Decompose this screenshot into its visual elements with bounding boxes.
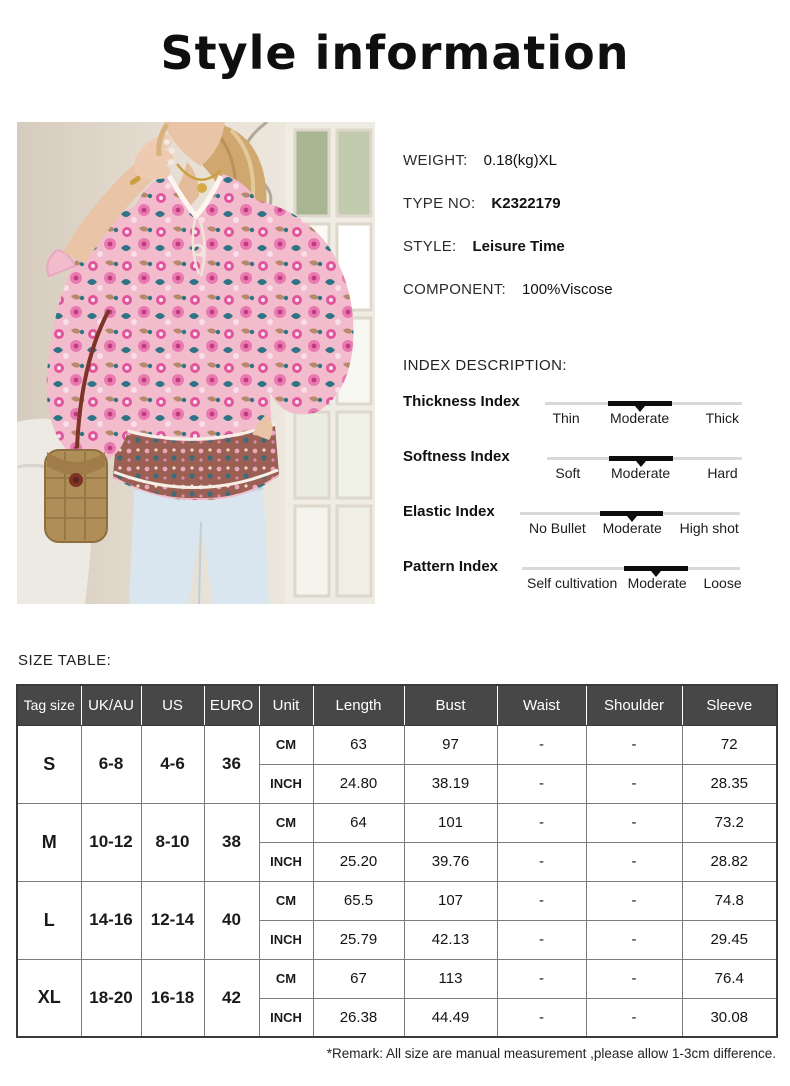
cell-shoulder-m-inch: - xyxy=(586,842,682,881)
col-sleeve: Sleeve xyxy=(682,685,777,725)
tick-no-bullet: No Bullet xyxy=(528,520,586,536)
tick-high-shot: High shot xyxy=(679,520,739,536)
cell-sleeve-xl-inch: 30.08 xyxy=(682,998,777,1037)
cell-waist-s-cm: - xyxy=(497,725,586,764)
cell-waist-xl-cm: - xyxy=(497,959,586,998)
page-title: Style information xyxy=(160,26,630,80)
col-length: Length xyxy=(313,685,404,725)
index-pattern-scale xyxy=(522,558,740,598)
cell-sleeve-xl-cm: 76.4 xyxy=(682,959,777,998)
cell-length-xl-cm: 67 xyxy=(313,959,404,998)
cell-bust-xl-inch: 44.49 xyxy=(404,998,497,1037)
cell-sleeve-l-inch: 29.45 xyxy=(682,920,777,959)
index-row-elastic xyxy=(403,503,778,553)
size-table xyxy=(16,684,778,1038)
col-waist: Waist xyxy=(497,685,586,725)
cell-waist-xl-inch: - xyxy=(497,998,586,1037)
detail-type-no xyxy=(403,195,778,215)
scale-selected-segment xyxy=(609,456,672,461)
cell-euro-m: 38 xyxy=(204,803,259,881)
cell-unit-cm: CM xyxy=(259,881,313,920)
cell-shoulder-m-cm: - xyxy=(586,803,682,842)
cell-waist-m-cm: - xyxy=(497,803,586,842)
cell-bust-m-cm: 101 xyxy=(404,803,497,842)
cell-bust-m-inch: 39.76 xyxy=(404,842,497,881)
index-elastic-label: Elastic Index xyxy=(403,503,495,520)
cell-sleeve-s-cm: 72 xyxy=(682,725,777,764)
cell-shoulder-s-inch: - xyxy=(586,764,682,803)
tick-thin: Thin xyxy=(552,410,580,426)
cell-shoulder-l-inch: - xyxy=(586,920,682,959)
detail-weight-label: WEIGHT: xyxy=(403,152,468,169)
col-unit: Unit xyxy=(259,685,313,725)
cell-unit-cm: CM xyxy=(259,803,313,842)
cell-us-l: 12-14 xyxy=(141,881,204,959)
cell-bust-xl-cm: 113 xyxy=(404,959,497,998)
tick-hard: Hard xyxy=(707,465,738,481)
scale-selected-segment xyxy=(600,511,663,516)
col-euro: EURO xyxy=(204,685,259,725)
cell-length-l-cm: 65.5 xyxy=(313,881,404,920)
cell-length-s-inch: 24.80 xyxy=(313,764,404,803)
cell-us-s: 4-6 xyxy=(141,725,204,803)
tick-thick: Thick xyxy=(705,410,740,426)
cell-bust-s-inch: 38.19 xyxy=(404,764,497,803)
tick-moderate: Moderate xyxy=(627,575,687,591)
product-photo-illustration xyxy=(17,122,375,604)
cell-sleeve-l-cm: 74.8 xyxy=(682,881,777,920)
cell-ukau-xl: 18-20 xyxy=(81,959,141,1037)
index-row-thickness xyxy=(403,393,778,443)
cell-length-s-cm: 63 xyxy=(313,725,404,764)
detail-component-value: 100%Viscose xyxy=(522,281,613,298)
cell-length-m-inch: 25.20 xyxy=(313,842,404,881)
detail-weight xyxy=(403,152,778,172)
index-elastic-scale xyxy=(520,503,740,543)
tick-loose: Loose xyxy=(703,575,742,591)
tick-moderate: Moderate xyxy=(611,465,671,481)
index-thickness-scale xyxy=(545,393,742,433)
table-row-s-cm xyxy=(17,725,777,764)
detail-type-no-label: TYPE NO: xyxy=(403,195,476,212)
table-row-xl-cm xyxy=(17,959,777,998)
index-row-softness xyxy=(403,448,778,498)
tick-moderate: Moderate xyxy=(602,520,662,536)
detail-style-label: STYLE: xyxy=(403,238,457,255)
cell-shoulder-xl-inch: - xyxy=(586,998,682,1037)
product-photo xyxy=(17,122,375,604)
cell-waist-m-inch: - xyxy=(497,842,586,881)
cell-ukau-s: 6-8 xyxy=(81,725,141,803)
cell-euro-s: 36 xyxy=(204,725,259,803)
cell-waist-l-inch: - xyxy=(497,920,586,959)
size-table-heading: SIZE TABLE: xyxy=(18,652,112,669)
cell-euro-xl: 42 xyxy=(204,959,259,1037)
cell-us-xl: 16-18 xyxy=(141,959,204,1037)
cell-sleeve-s-inch: 28.35 xyxy=(682,764,777,803)
detail-component xyxy=(403,281,778,301)
cell-ukau-m: 10-12 xyxy=(81,803,141,881)
cell-tag-m: M xyxy=(17,803,81,881)
size-table-header-row xyxy=(17,685,777,725)
index-row-pattern xyxy=(403,558,778,608)
cell-length-l-inch: 25.79 xyxy=(313,920,404,959)
cell-us-m: 8-10 xyxy=(141,803,204,881)
col-bust: Bust xyxy=(404,685,497,725)
cell-sleeve-m-cm: 73.2 xyxy=(682,803,777,842)
cell-unit-cm: CM xyxy=(259,725,313,764)
detail-type-no-value: K2322179 xyxy=(491,195,561,212)
detail-style xyxy=(403,238,778,258)
table-row-m-cm xyxy=(17,803,777,842)
tick-moderate: Moderate xyxy=(609,410,670,426)
cell-shoulder-s-cm: - xyxy=(586,725,682,764)
index-softness-label: Softness Index xyxy=(403,448,510,465)
cell-tag-l: L xyxy=(17,881,81,959)
col-shoulder: Shoulder xyxy=(586,685,682,725)
detail-style-value: Leisure Time xyxy=(472,238,565,255)
col-tag-size: Tag size xyxy=(17,685,81,725)
index-thickness-label: Thickness Index xyxy=(403,393,520,410)
cell-length-m-cm: 64 xyxy=(313,803,404,842)
product-info-panel xyxy=(403,152,778,612)
tick-soft: Soft xyxy=(555,465,581,481)
cell-waist-l-cm: - xyxy=(497,881,586,920)
scale-selected-segment xyxy=(608,401,672,406)
index-description-heading: INDEX DESCRIPTION: xyxy=(403,357,567,374)
cell-bust-l-cm: 107 xyxy=(404,881,497,920)
cell-unit-inch: INCH xyxy=(259,920,313,959)
cell-unit-inch: INCH xyxy=(259,998,313,1037)
cell-tag-xl: XL xyxy=(17,959,81,1037)
cell-euro-l: 40 xyxy=(204,881,259,959)
cell-sleeve-m-inch: 28.82 xyxy=(682,842,777,881)
col-uk-au: UK/AU xyxy=(81,685,141,725)
cell-unit-cm: CM xyxy=(259,959,313,998)
detail-weight-value: 0.18(kg)XL xyxy=(483,152,557,169)
index-pattern-label: Pattern Index xyxy=(403,558,499,575)
cell-shoulder-xl-cm: - xyxy=(586,959,682,998)
cell-waist-s-inch: - xyxy=(497,764,586,803)
scale-selected-segment xyxy=(624,566,687,571)
cell-ukau-l: 14-16 xyxy=(81,881,141,959)
col-us: US xyxy=(141,685,204,725)
cell-tag-s: S xyxy=(17,725,81,803)
cell-bust-s-cm: 97 xyxy=(404,725,497,764)
detail-component-label: COMPONENT: xyxy=(403,281,507,298)
cell-bust-l-inch: 42.13 xyxy=(404,920,497,959)
table-row-l-cm xyxy=(17,881,777,920)
size-remark: *Remark: All size are manual measurement ,please allow 1-3cm difference. xyxy=(326,1046,776,1061)
cell-unit-inch: INCH xyxy=(259,842,313,881)
index-softness-scale xyxy=(547,448,742,488)
cell-unit-inch: INCH xyxy=(259,764,313,803)
cell-shoulder-l-cm: - xyxy=(586,881,682,920)
tick-self-cultivation: Self cultivation xyxy=(526,575,618,591)
cell-length-xl-inch: 26.38 xyxy=(313,998,404,1037)
